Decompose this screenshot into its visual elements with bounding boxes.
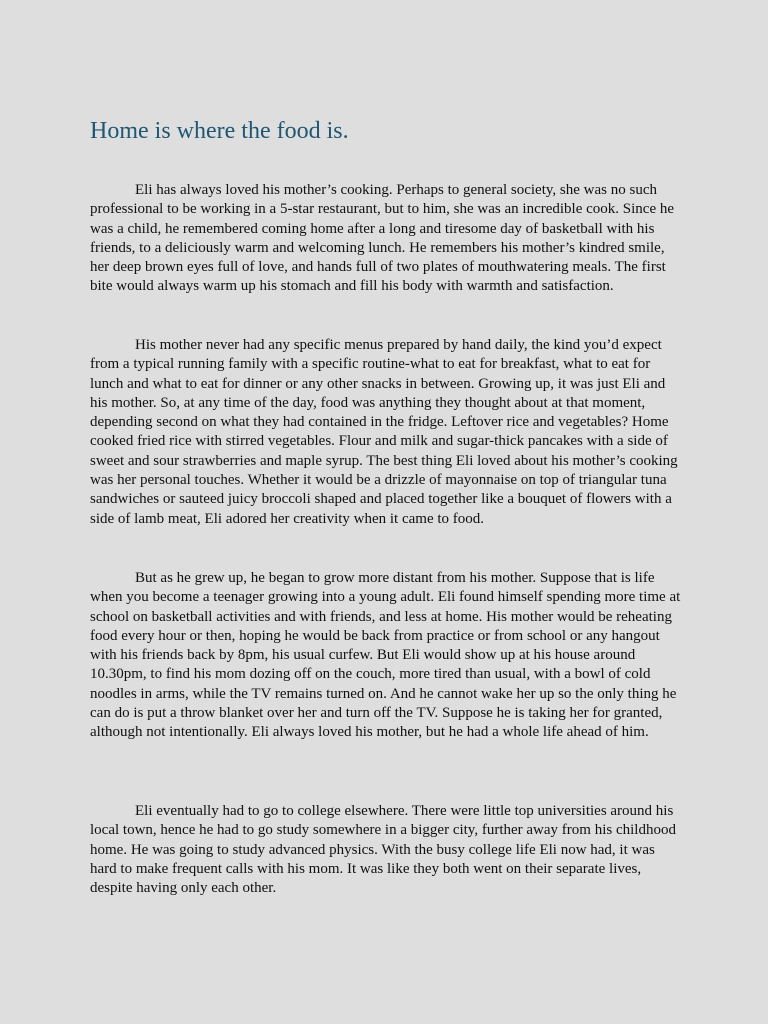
paragraph: But as he grew up, he began to grow more distant from his mother. Suppose that is life when you become a teenager growing into a young adult. Eli found himself spending more time at school on basketball activities and with friends, and less at home. His mother would be reheating food every hour or then, hoping he would be back from practice or from school or any hangout with his friends back by 8pm, his usual curfew. But Eli would show up at his house around 10.30pm, to find his mom dozing off on the couch, more tired than usual, with a bowl of cold noodles in arms, while the TV remains turned on. And he cannot wake her up so the only thing he can do is put a throw blanket over her and turn off the TV. Suppose he is taking her for granted, although not intentionally. Eli always loved his mother, but he had a whole life ahead of him. [90, 570, 681, 741]
document-title: Home is where the food is. [90, 118, 349, 144]
paragraph: Eli eventually had to go to college elsewhere. There were little top universities around his local town, hence he had to go study somewhere in a bigger city, further away from his childhood home. He was going to study advanced physics. With the busy college life Eli now had, it was hard to make frequent calls with his mom. It was like they both went on their separate lives, despite having only each other. [90, 803, 676, 897]
paragraph: Eli has always loved his mother’s cooking. Perhaps to general society, she was no such professional to be working in a 5-star restaurant, but to him, she was an incredible cook. Since he was a child, he remembered coming home after a long and tiresome day of basketball with his friends, to a deliciously warm and welcoming lunch. He remembers his mother’s kindred smile, her deep brown eyes full of love, and hands full of two plates of mouthwatering meals. The first bite would always warm up his stomach and fill his body with warmth and satisfaction. [90, 182, 675, 295]
paragraph: His mother never had any specific menus prepared by hand daily, the kind you’d expect from a typical running family with a specific routine-what to eat for breakfast, what to eat for lunch and what to eat for dinner or any other snacks in between. Growing up, it was just Eli and his mother. So, at any time of the day, food was anything they thought about at that moment, depending second on what they had contained in the fridge. Leftover rice and vegetables? Home cooked fried rice with stirred vegetables. Flour and milk and sugar-thick pancakes with a side of sweet and sour strawberries and maple syrup. The best thing Eli loved about his mother’s cooking was her personal touches. Whether it would be a drizzle of mayonnaise on top of triangular tuna sandwiches or sauteed juicy broccoli shaped and placed together like a bouquet of flowers with a side of lamb meat, Eli adored her creativity when it came to food. [90, 337, 678, 527]
